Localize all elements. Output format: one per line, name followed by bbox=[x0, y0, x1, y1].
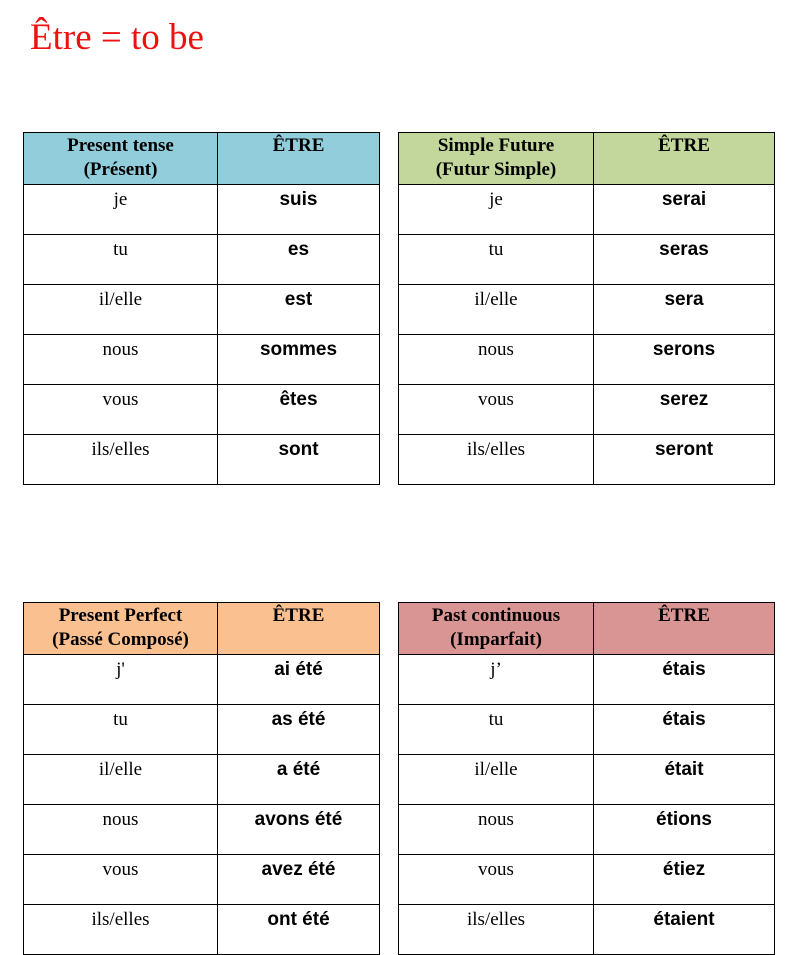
table-row bbox=[399, 335, 775, 385]
conjugation-cell: as été bbox=[218, 705, 380, 755]
conjugation-cell: avez été bbox=[218, 855, 380, 905]
conjugation-cell: êtes bbox=[218, 385, 380, 435]
pronoun-cell: vous bbox=[24, 385, 218, 435]
table-row bbox=[24, 705, 380, 755]
table-row bbox=[24, 855, 380, 905]
pronoun-cell: il/elle bbox=[399, 755, 594, 805]
table-header-row bbox=[24, 603, 380, 655]
conjugation-cell: étais bbox=[594, 705, 775, 755]
tense-header-cell bbox=[399, 133, 594, 185]
pronoun-cell: ils/elles bbox=[399, 905, 594, 955]
pronoun-cell: nous bbox=[24, 805, 218, 855]
conjugation-cell: avons été bbox=[218, 805, 380, 855]
verb-header-cell bbox=[594, 133, 775, 185]
table-row bbox=[399, 185, 775, 235]
table-row bbox=[24, 755, 380, 805]
conjugation-cell: étaient bbox=[594, 905, 775, 955]
table-row bbox=[399, 385, 775, 435]
pronoun-cell: je bbox=[399, 185, 594, 235]
tense-header-cell bbox=[24, 133, 218, 185]
table-row bbox=[24, 185, 380, 235]
pronoun-cell: nous bbox=[24, 335, 218, 385]
conjugation-cell: sera bbox=[594, 285, 775, 335]
table-header-row bbox=[399, 603, 775, 655]
pronoun-cell: ils/elles bbox=[24, 905, 218, 955]
present-perfect-table bbox=[23, 602, 380, 955]
simple-future-table bbox=[398, 132, 775, 485]
pronoun-cell: il/elle bbox=[24, 755, 218, 805]
table-row bbox=[399, 285, 775, 335]
table-row bbox=[24, 905, 380, 955]
pronoun-cell: j' bbox=[24, 655, 218, 705]
pronoun-cell: vous bbox=[399, 855, 594, 905]
table-row bbox=[24, 335, 380, 385]
pronoun-cell: tu bbox=[24, 235, 218, 285]
table-row bbox=[399, 755, 775, 805]
table-row bbox=[24, 655, 380, 705]
tense-header-cell bbox=[24, 603, 218, 655]
pronoun-cell: tu bbox=[399, 235, 594, 285]
conjugation-cell: es bbox=[218, 235, 380, 285]
pronoun-cell: vous bbox=[399, 385, 594, 435]
verb-header: ÊTRE bbox=[272, 605, 325, 626]
pronoun-cell: j’ bbox=[399, 655, 594, 705]
table-row bbox=[24, 385, 380, 435]
conjugation-cell: sommes bbox=[218, 335, 380, 385]
table-header-row bbox=[399, 133, 775, 185]
conjugation-cell: seront bbox=[594, 435, 775, 485]
table-row bbox=[399, 905, 775, 955]
pronoun-cell: nous bbox=[399, 335, 594, 385]
conjugation-cell: étais bbox=[594, 655, 775, 705]
conjugation-cell: sont bbox=[218, 435, 380, 485]
tense-french-name: (Passé Composé) bbox=[52, 629, 189, 650]
pronoun-cell: ils/elles bbox=[24, 435, 218, 485]
pronoun-cell: ils/elles bbox=[399, 435, 594, 485]
conjugation-cell: seras bbox=[594, 235, 775, 285]
conjugation-cell: serai bbox=[594, 185, 775, 235]
verb-header-cell bbox=[218, 133, 380, 185]
conjugation-cell: a été bbox=[218, 755, 380, 805]
conjugation-cell: serez bbox=[594, 385, 775, 435]
verb-header-cell bbox=[594, 603, 775, 655]
past-continuous-table bbox=[398, 602, 775, 955]
table-row bbox=[399, 235, 775, 285]
verb-header: ÊTRE bbox=[272, 135, 325, 156]
table-row bbox=[24, 435, 380, 485]
table-row bbox=[399, 855, 775, 905]
pronoun-cell: vous bbox=[24, 855, 218, 905]
conjugation-cell: étions bbox=[594, 805, 775, 855]
conjugation-cell: est bbox=[218, 285, 380, 335]
tense-french-name: (Futur Simple) bbox=[435, 159, 557, 180]
verb-header: ÊTRE bbox=[658, 605, 710, 626]
tense-header-cell bbox=[399, 603, 594, 655]
table-row bbox=[399, 655, 775, 705]
pronoun-cell: il/elle bbox=[399, 285, 594, 335]
conjugation-cell: serons bbox=[594, 335, 775, 385]
table-header-row bbox=[24, 133, 380, 185]
table-row bbox=[399, 435, 775, 485]
conjugation-cell: suis bbox=[218, 185, 380, 235]
conjugation-cell: ai été bbox=[218, 655, 380, 705]
tense-french-name: (Imparfait) bbox=[450, 629, 542, 650]
pronoun-cell: tu bbox=[399, 705, 594, 755]
pronoun-cell: nous bbox=[399, 805, 594, 855]
page-title: Être = to be bbox=[30, 17, 204, 58]
table-row bbox=[24, 805, 380, 855]
conjugation-cell: ont été bbox=[218, 905, 380, 955]
tense-french-name: (Présent) bbox=[83, 159, 158, 180]
pronoun-cell: il/elle bbox=[24, 285, 218, 335]
table-row bbox=[399, 705, 775, 755]
table-row bbox=[399, 805, 775, 855]
table-row bbox=[24, 235, 380, 285]
verb-header: ÊTRE bbox=[658, 135, 710, 156]
tense-name: Present tense bbox=[67, 135, 174, 156]
pronoun-cell: je bbox=[24, 185, 218, 235]
conjugation-cell: étiez bbox=[594, 855, 775, 905]
tense-name: Past continuous bbox=[431, 605, 561, 626]
tense-name: Simple Future bbox=[437, 135, 555, 156]
table-row bbox=[24, 285, 380, 335]
conjugation-cell: était bbox=[594, 755, 775, 805]
present-tense-table bbox=[23, 132, 380, 485]
tense-name: Present Perfect bbox=[58, 605, 183, 626]
pronoun-cell: tu bbox=[24, 705, 218, 755]
verb-header-cell bbox=[218, 603, 380, 655]
